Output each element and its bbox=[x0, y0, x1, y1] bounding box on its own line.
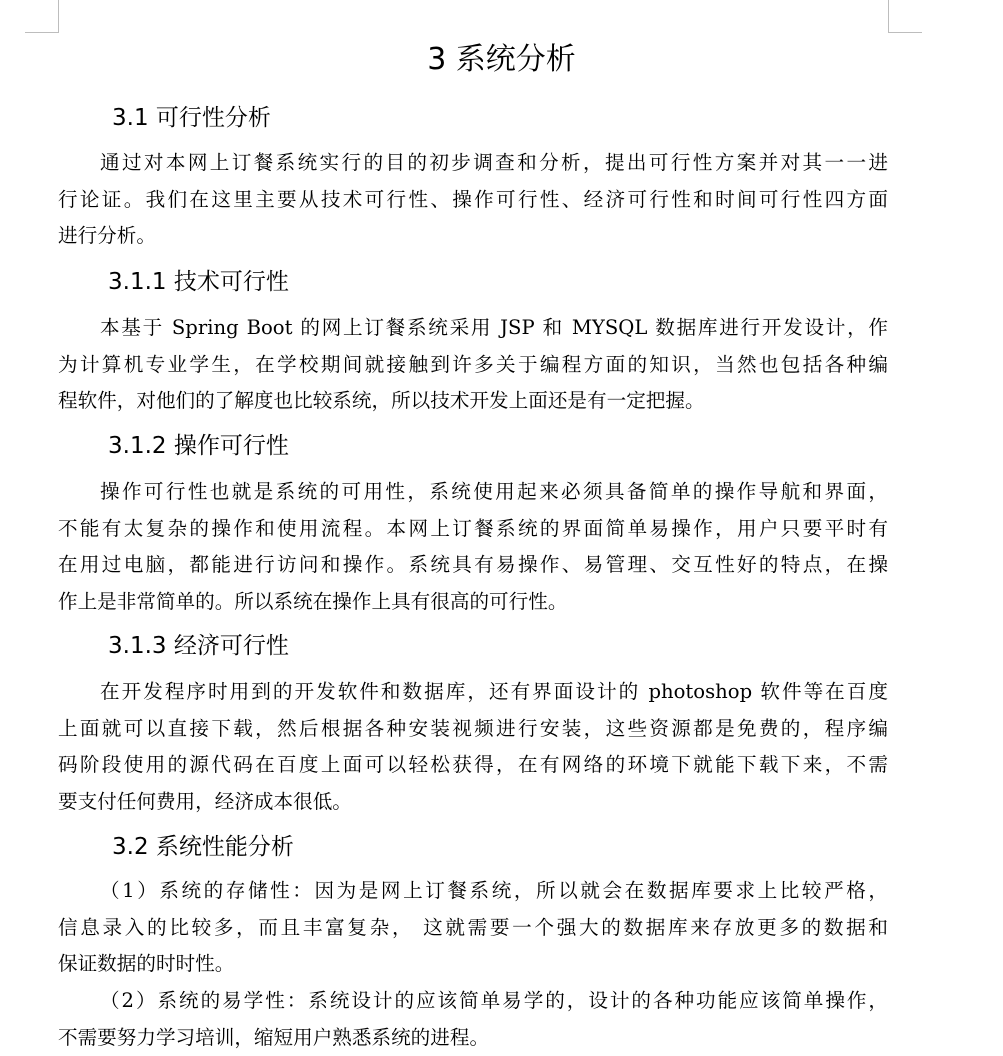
paragraph-line: 进行分析。 bbox=[58, 218, 888, 255]
paragraph-line: 通过对本网上订餐系统实行的目的初步调查和分析，提出可行性方案并对其一一进 bbox=[58, 145, 888, 182]
paragraph bbox=[58, 873, 888, 983]
paragraph bbox=[58, 474, 888, 620]
section-heading: 3.1.3 经济可行性 bbox=[108, 630, 289, 662]
paragraph-line: 本基于 Spring Boot 的网上订餐系统采用 JSP 和 MYSQL 数据库进行开发设计，作 bbox=[58, 310, 888, 347]
paragraph-line: 码阶段使用的源代码在百度上面可以轻松获得，在有网络的环境下就能下载下来，不需 bbox=[58, 747, 888, 784]
paragraph bbox=[58, 983, 888, 1056]
paragraph-line: 信息录入的比较多，而且丰富复杂， 这就需要一个强大的数据库来存放更多的数据和 bbox=[58, 910, 888, 947]
paragraph-line: 为计算机专业学生，在学校期间就接触到许多关于编程方面的知识，当然也包括各种编 bbox=[58, 347, 888, 384]
corner-mark-top-right-v bbox=[888, 0, 889, 32]
corner-mark-top-left-h bbox=[25, 32, 59, 33]
paragraph bbox=[58, 674, 888, 820]
chapter-title: 3 系统分析 bbox=[0, 40, 1003, 80]
corner-mark-top-left-v bbox=[58, 0, 59, 32]
section-heading: 3.1.1 技术可行性 bbox=[108, 266, 289, 298]
paragraph-line: 保证数据的时时性。 bbox=[58, 946, 888, 983]
section-heading: 3.2 系统性能分析 bbox=[112, 831, 294, 863]
paragraph-line: 行论证。我们在这里主要从技术可行性、操作可行性、经济可行性和时间可行性四方面 bbox=[58, 182, 888, 219]
paragraph-line: 操作可行性也就是系统的可用性，系统使用起来必须具备简单的操作导航和界面， bbox=[58, 474, 888, 511]
paragraph-line: 上面就可以直接下载，然后根据各种安装视频进行安装，这些资源都是免费的，程序编 bbox=[58, 711, 888, 748]
paragraph-line: 在开发程序时用到的开发软件和数据库，还有界面设计的 photoshop 软件等在百度 bbox=[58, 674, 888, 711]
paragraph-line: 在用过电脑，都能进行访问和操作。系统具有易操作、易管理、交互性好的特点，在操 bbox=[58, 547, 888, 584]
section-heading: 3.1 可行性分析 bbox=[112, 102, 271, 134]
paragraph bbox=[58, 145, 888, 255]
corner-mark-top-right-h bbox=[888, 32, 922, 33]
paragraph-line: （1）系统的存储性：因为是网上订餐系统，所以就会在数据库要求上比较严格， bbox=[58, 873, 888, 910]
paragraph-line: 作上是非常简单的。所以系统在操作上具有很高的可行性。 bbox=[58, 584, 888, 621]
paragraph-line: 不需要努力学习培训，缩短用户熟悉系统的进程。 bbox=[58, 1020, 888, 1056]
section-heading: 3.1.2 操作可行性 bbox=[108, 430, 289, 462]
paragraph-line: 不能有太复杂的操作和使用流程。本网上订餐系统的界面简单易操作，用户只要平时有 bbox=[58, 511, 888, 548]
paragraph-line: （2）系统的易学性：系统设计的应该简单易学的，设计的各种功能应该简单操作， bbox=[58, 983, 888, 1020]
paragraph-line: 程软件，对他们的了解度也比较系统，所以技术开发上面还是有一定把握。 bbox=[58, 383, 888, 420]
paragraph bbox=[58, 310, 888, 420]
paragraph-line: 要支付任何费用，经济成本很低。 bbox=[58, 784, 888, 821]
